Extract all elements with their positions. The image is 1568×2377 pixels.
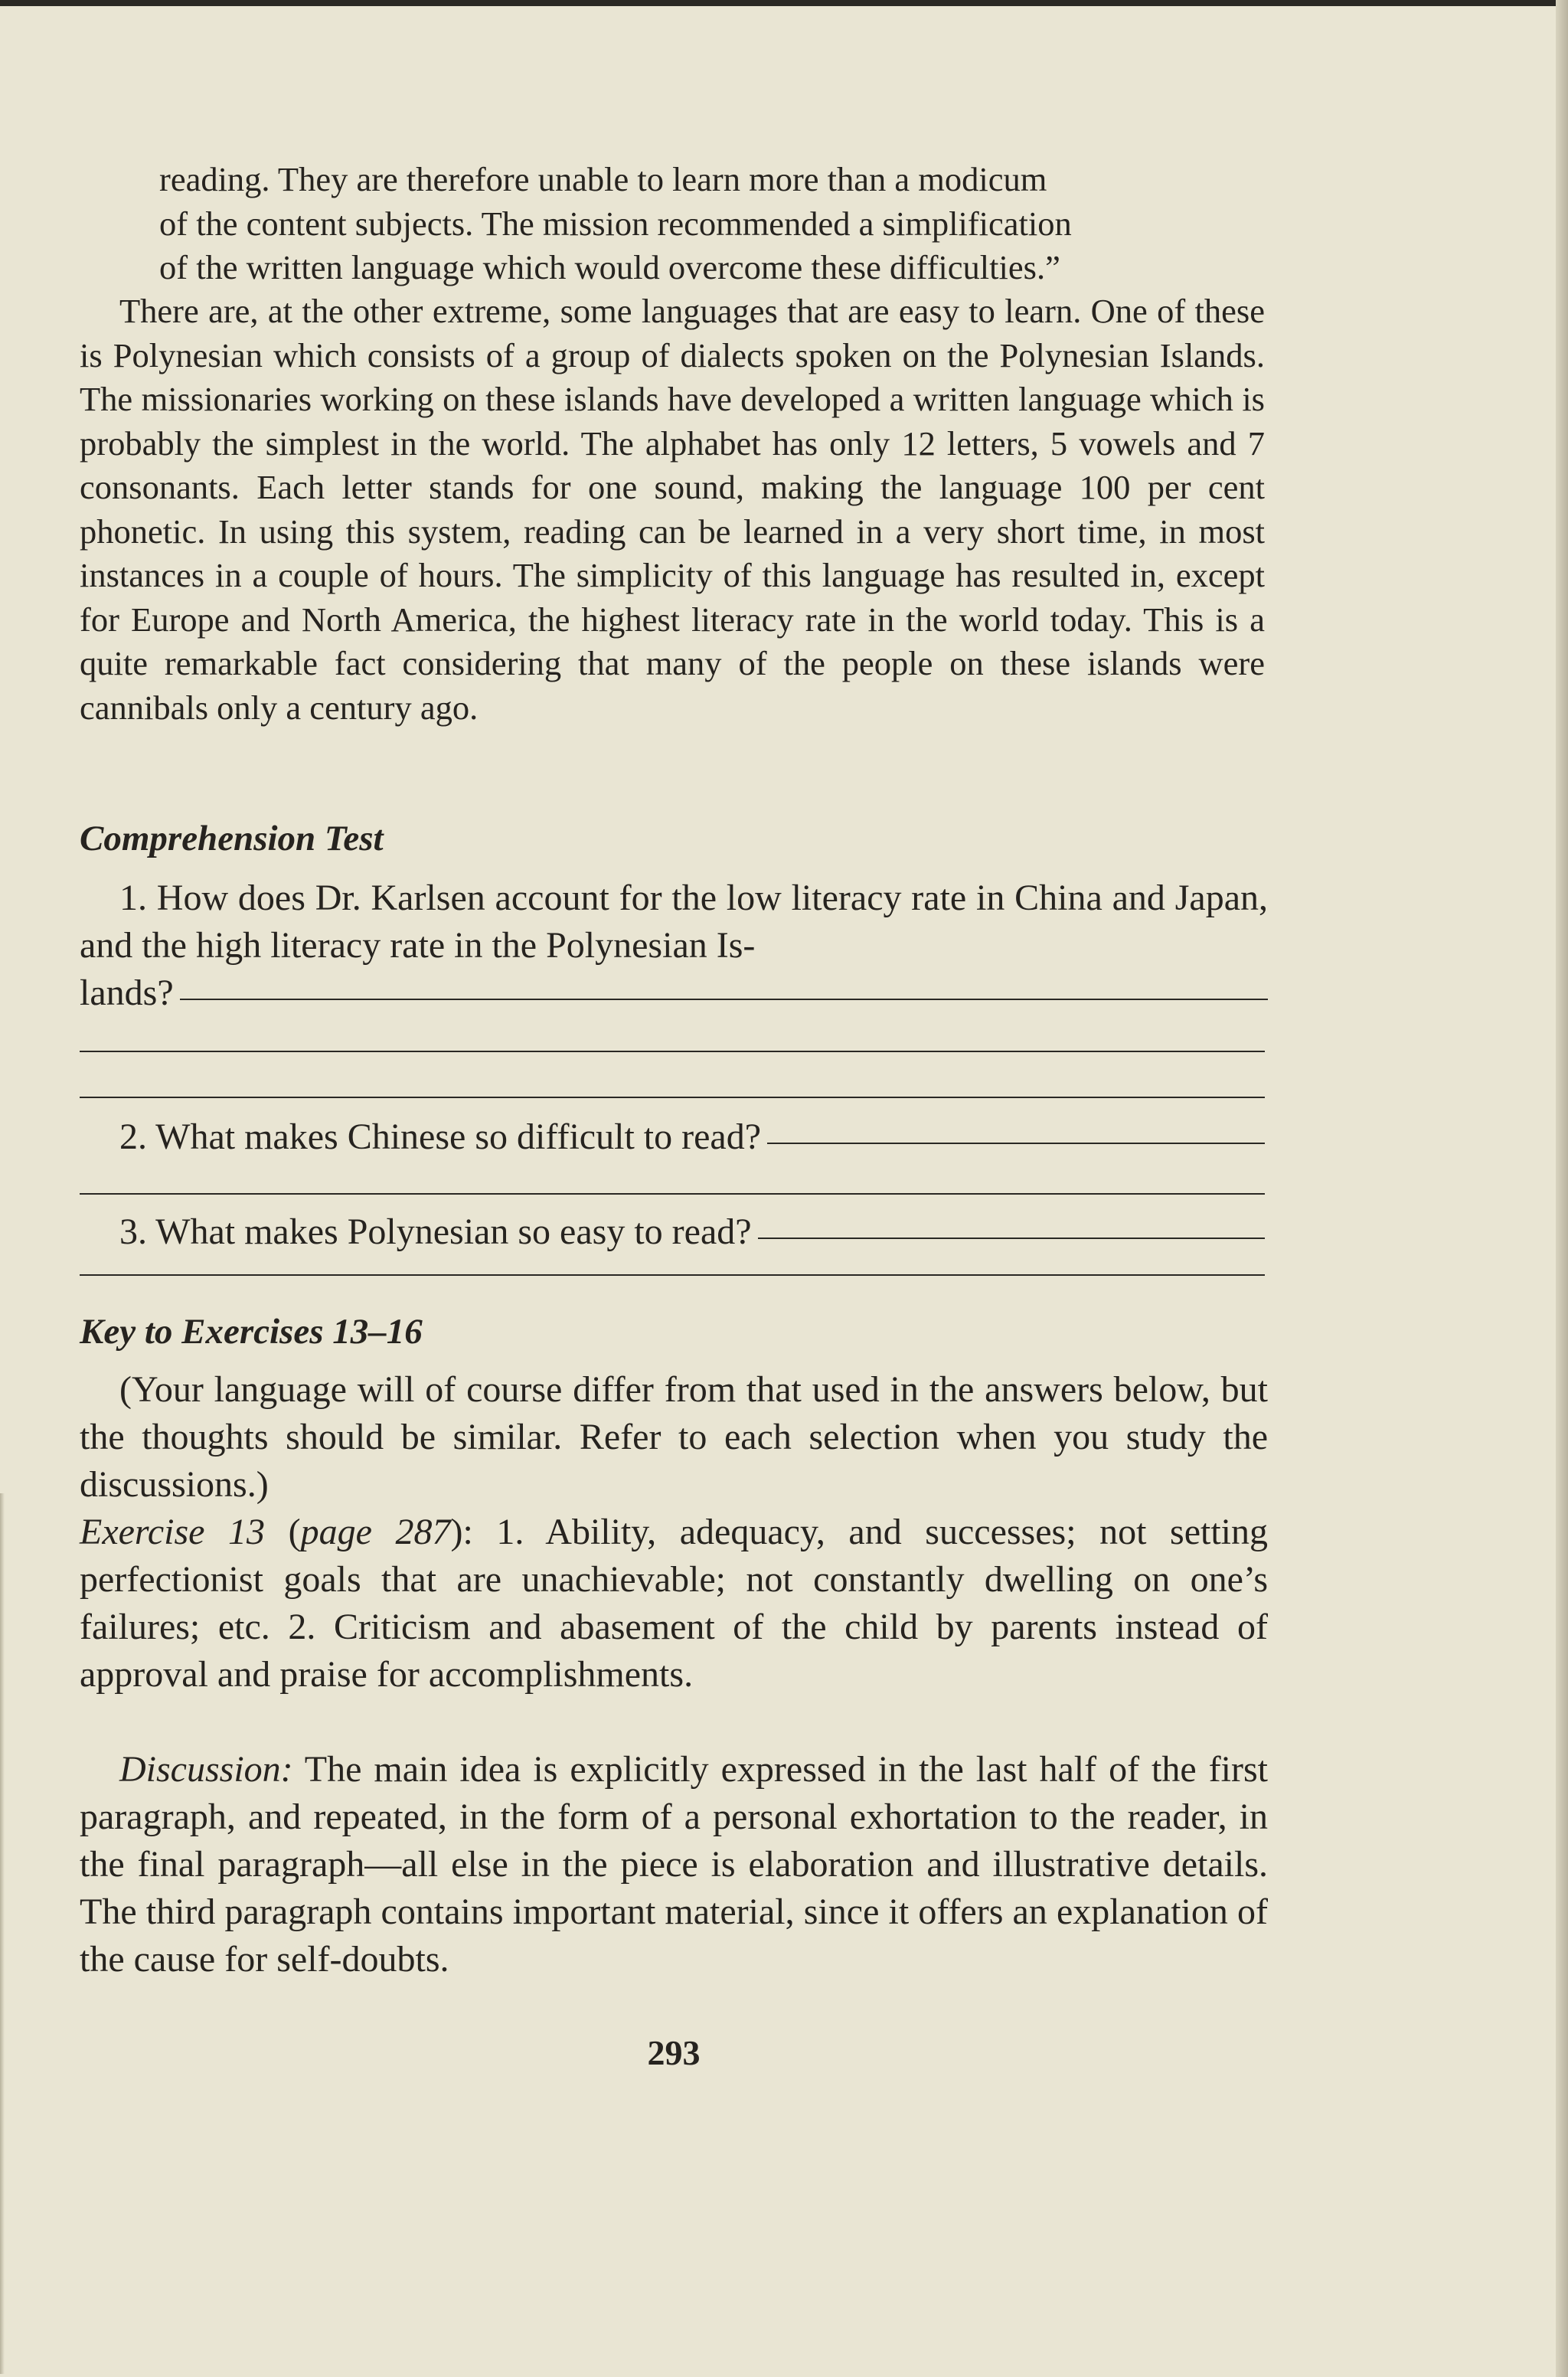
scan-top-edge	[0, 0, 1568, 6]
paragraph-text: There are, at the other extreme, some languages that are easy to learn. One of these is Polynesian which consists of a group of dialects spoken on the Polynesian Islands. The missionaries working on these islands have developed a written language which is probably the simplest in the world. The alphabet has only 12 letters, 5 vowels and 7 consonants. Each letter stands for one sound, making the language 100 per cent phonetic. In using this system, reading can be learned in a very short time, in most instances in a couple of hours. The simplicity of this language has resulted in, except for Europe and North America, the highest literacy rate in the world today. This is a quite remarkable fact considering that many of the people on these islands were cannibals only a century ago.	[80, 292, 1265, 727]
answer-blank[interactable]	[80, 1051, 1265, 1052]
question-1-answer-line	[80, 969, 1268, 1017]
exercise-text: 1. Ability, adequacy, and successes; not setting perfectionist goals that are unachievable; not constantly dwelling on one’s failures; etc. 2. Criticism and abasement of the child by parents instead of approval and praise for accomplishments.	[80, 1512, 1269, 1695]
key-heading: Key to Exercises 13–16	[80, 1312, 423, 1352]
question-3-text: 3. What makes Polynesian so easy to read?	[119, 1211, 752, 1252]
answer-blank[interactable]	[758, 1238, 1265, 1239]
page-right-edge	[1556, 0, 1568, 2377]
discussion-paragraph	[80, 1746, 1268, 1983]
exercise-ref-open: (	[265, 1512, 301, 1552]
key-intro-text: (Your language will of course differ from that used in the answers below, but the thoughts should be similar. Refer to each selection when you study the discussions.)	[80, 1369, 1268, 1505]
discussion-label: Discussion:	[119, 1749, 293, 1790]
question-1	[80, 875, 1268, 969]
page-left-shadow	[0, 1493, 5, 2374]
exercise-page-ref: page 287	[300, 1512, 451, 1552]
quote-line: reading. They are therefore unable to learn more than a modicum	[159, 160, 1047, 198]
polynesian-paragraph	[80, 289, 1265, 730]
answer-blank[interactable]	[180, 999, 1268, 1000]
exercise-13-answer	[80, 1509, 1268, 1699]
question-2	[119, 1113, 1265, 1161]
answer-blank[interactable]	[767, 1143, 1265, 1144]
answer-blank[interactable]	[80, 1274, 1265, 1276]
key-intro	[80, 1366, 1268, 1509]
quote-block	[159, 158, 1268, 290]
answer-blank[interactable]	[80, 1193, 1265, 1195]
exercise-label: Exercise 13	[80, 1512, 266, 1552]
comprehension-heading: Comprehension Test	[80, 819, 384, 858]
question-1-text: 1. How does Dr. Karlsen account for the low literacy rate in China and Japan, and the high literacy rate in the Polynesian Is-	[80, 878, 1268, 966]
question-1-tail: lands?	[80, 973, 174, 1013]
exercise-ref-close: ):	[450, 1512, 497, 1552]
page-number: 293	[647, 2033, 701, 2072]
quote-line: of the written language which would overcome these difficulties.”	[159, 248, 1060, 286]
question-3	[119, 1208, 1265, 1256]
question-2-text: 2. What makes Chinese so difficult to read?	[119, 1117, 762, 1157]
quote-line: of the content subjects. The mission recommended a simplification	[159, 204, 1072, 243]
discussion-text: The main idea is explicitly expressed in the last half of the first paragraph, and repeated, in the form of a personal exhortation to the reader, in the final paragraph—all else in the piece is elaboration and illustrative details. The third paragraph contains important material, since it offers an explanation of the cause for self-doubts.	[80, 1749, 1268, 1980]
answer-blank[interactable]	[80, 1097, 1265, 1098]
